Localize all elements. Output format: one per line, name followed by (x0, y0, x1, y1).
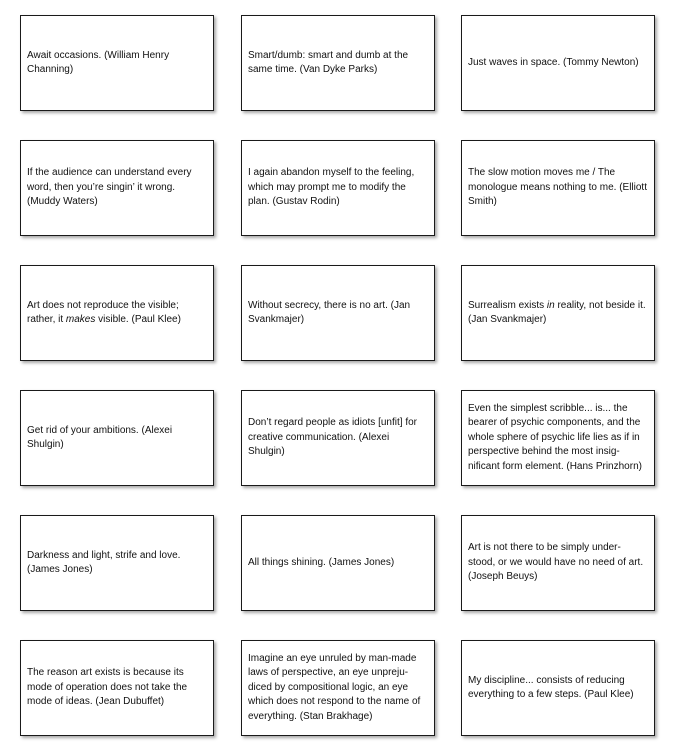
quote-card (20, 265, 214, 361)
quote-text: The reason art exists is because its mode of operation does not take the mode of ideas. (Jean Dubuffet) (27, 667, 188, 708)
quote-card (20, 640, 214, 736)
quote-text: All things shining. (James Jones) (248, 556, 395, 568)
quote-card (241, 390, 435, 486)
quote-card (20, 390, 214, 486)
quote-text: Get rid of your ambitions. (Alexei Shulgin) (27, 424, 173, 450)
quote-text: The slow motion moves me / The monologue means nothing to me. (Elliott Smith) (468, 167, 647, 208)
quote-text: Surrealism exists in reality, not beside it. (Jan Svankmajer) (468, 299, 646, 325)
quote-card (461, 640, 655, 736)
quote-text: My discipline... consists of reducing everything to a few steps. (Paul Klee) (468, 674, 634, 700)
quote-text: Just waves in space. (Tommy Newton) (468, 56, 639, 68)
quote-card (461, 15, 655, 111)
emphasis: in (546, 299, 555, 311)
quote-card (241, 515, 435, 611)
quote-text: Art does not reproduce the visible; rather, it makes visible. (Paul Klee) (27, 299, 181, 325)
quote-card (241, 15, 435, 111)
quote-card (20, 140, 214, 236)
quote-text: Art is not there to be simply under-stood, or we would have no need of art. (Joseph Beuys) (468, 542, 644, 583)
quote-text: Even the simplest scribble... is... the bearer of psychic components, and the whole sphere of psychic life lies as if in perspective behind the most insig-nificant form element. (Hans Prinzhorn) (468, 402, 642, 472)
quote-text: Don’t regard people as idiots [unfit] for creative communication. (Alexei Shulgin) (248, 417, 417, 458)
quote-card (461, 265, 655, 361)
quote-card (241, 640, 435, 736)
quote-text: Smart/dumb: smart and dumb at the same time. (Van Dyke Parks) (248, 49, 409, 75)
quote-text: If the audience can understand every word, then you’re singin’ it wrong. (Muddy Waters) (27, 167, 192, 208)
quote-text: Without secrecy, there is no art. (Jan Svankmajer) (248, 299, 411, 325)
quote-card (461, 390, 655, 486)
quote-card (20, 15, 214, 111)
quote-text: Darkness and light, strife and love. (James Jones) (27, 549, 181, 575)
quote-card (20, 515, 214, 611)
quote-text: Await occasions. (William Henry Channing) (27, 49, 170, 75)
quote-text: Imagine an eye unruled by man-made laws of perspective, an eye unpreju-diced by compositional logic, an eye which does not respond to the name of everything. (Stan Brakhage) (248, 652, 421, 722)
quote-card (461, 515, 655, 611)
quote-card (241, 140, 435, 236)
quote-card (461, 140, 655, 236)
quote-card (241, 265, 435, 361)
emphasis: makes (65, 314, 96, 325)
quote-text: I again abandon myself to the feeling, which may prompt me to modify the plan. (Gustav Rodin) (248, 167, 415, 208)
